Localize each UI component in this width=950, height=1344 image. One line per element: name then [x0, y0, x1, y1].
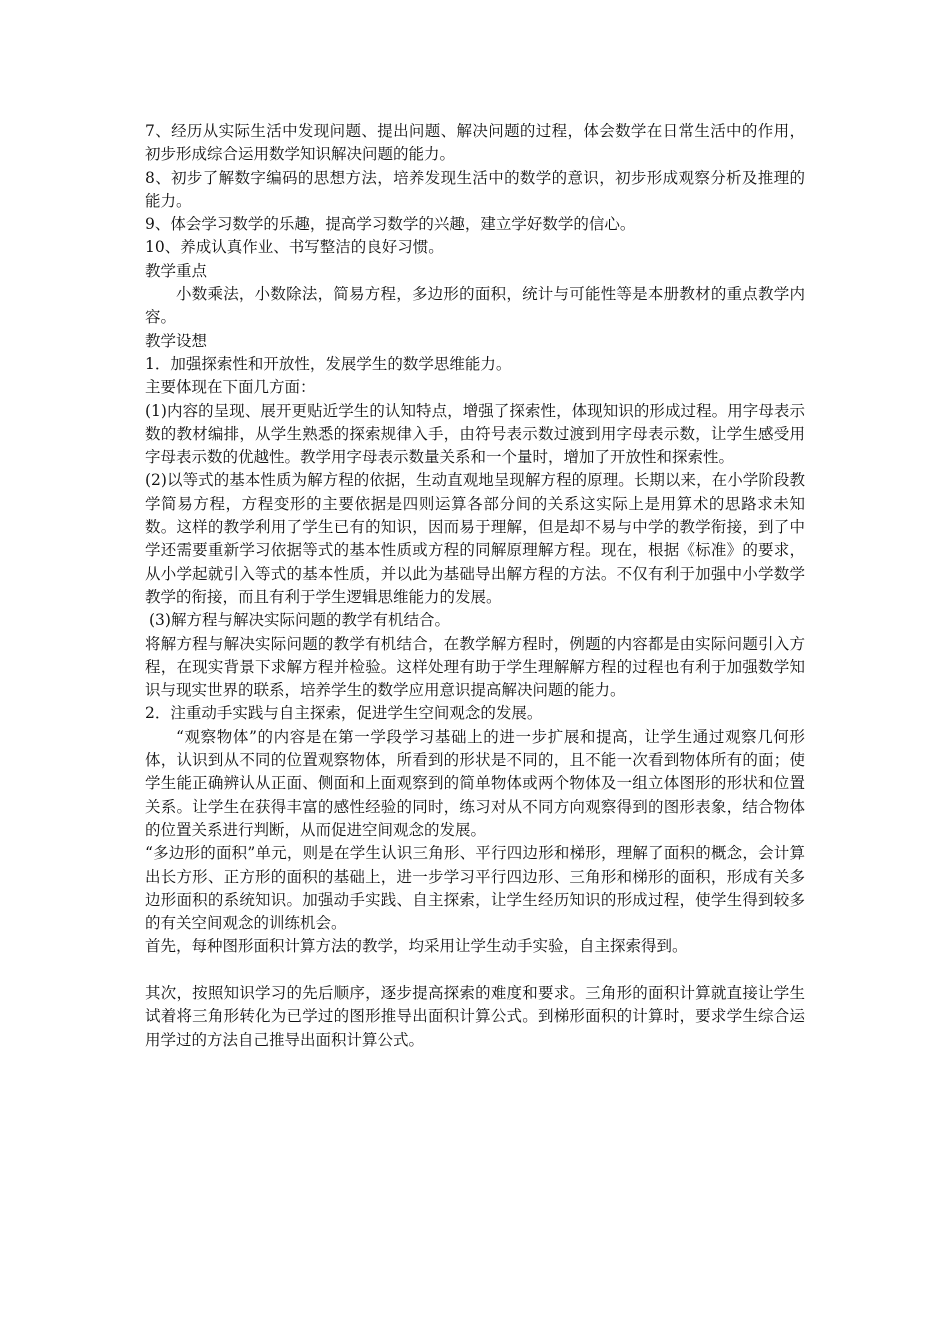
heading-teaching-focus: 教学重点	[145, 261, 208, 280]
idea-1-point-3-title: (3)解方程与解决实际问题的教学有机结合。	[149, 611, 450, 630]
idea-1-point-3-text: 将解方程与解决实际问题的教学有机结合，在教学解方程时，例题的内容都是由实际问题引入方程，在现实背景下求解方程并检验。这样处理有助于学生理解解方程的过程也有利于加强数学知识与现实世界的联系，培养学生的数学应用意识提高解决问题的能力。	[145, 634, 805, 700]
idea-1-intro: 主要体现在下面几方面：	[145, 378, 316, 397]
idea-2-title: 2．注重动手实践与自主探索，促进学生空间观念的发展。	[145, 704, 543, 723]
observing-objects-text: “观察物体”的内容是在第一学段学习基础上的进一步扩展和提高，让学生通过观察几何形体，认识到从不同的位置观察物体，所看到的形状是不同的，且不能一次看到物体所有的面；使学生能正确辨认从正面、侧面和上面观察到的简单物体或两个物体及一组立体图形的形状和位置关系。让学生在获得丰富的感性经验的同时，练习对从不同方向观察得到的图形表象，结合物体的位置关系进行判断，从而促进空间观念的发展。	[145, 727, 805, 839]
blank-line	[145, 959, 805, 982]
objective-8: 8、初步了解数字编码的思想方法，培养发现生活中的数学的意识，初步形成观察分析及推理的能力。	[145, 168, 805, 210]
idea-1-point-1: (1)内容的呈现、展开更贴近学生的认知特点，增强了探索性，体现知识的形成过程。用字母表示数的教材编排，从学生熟悉的探索规律入手，由符号表示数过渡到用字母表示数，让学生感受用字母表示数的优越性。教学用字母表示数量关系和一个量时，增加了开放性和探索性。	[145, 401, 805, 467]
heading-teaching-ideas: 教学设想	[145, 331, 208, 350]
idea-1-point-2: (2)以等式的基本性质为解方程的依据，生动直观地呈现解方程的原理。长期以来，在小学阶段教学简易方程，方程变形的主要依据是四则运算各部分间的关系这实际上是用算术的思路求未知数。这样的教学利用了学生已有的知识，因而易于理解，但是却不易与中学的教学衔接，到了中学还需要重新学习依据等式的基本性质或方程的同解原理解方程。现在，根据《标准》的要求，从小学起就引入等式的基本性质，并以此为基础导出解方程的方法。不仅有利于加强中小学数学教学的衔接，而且有利于学生逻辑思维能力的发展。	[145, 471, 805, 606]
document-page	[145, 120, 805, 1052]
idea-1-title: 1．加强探索性和开放性，发展学生的数学思维能力。	[145, 354, 512, 373]
objective-7: 7、经历从实际生活中发现问题、提出问题、解决问题的过程，体会数学在日常生活中的作用，初步形成综合运用数学知识解决问题的能力。	[145, 122, 805, 164]
polygon-area-text: “多边形的面积”单元，则是在学生认识三角形、平行四边形和梯形，理解了面积的概念，会计算出长方形、正方形的面积的基础上，进一步学习平行四边形、三角形和梯形的面积，形成有关多边形面积的系统知识。加强动手实践、自主探索，让学生经历知识的形成过程，使学生得到较多的有关空间观念的训练机会。	[145, 844, 805, 933]
teaching-focus-text: 小数乘法，小数除法，简易方程，多边形的面积，统计与可能性等是本册教材的重点教学内容。	[145, 285, 805, 327]
first-point-text: 首先，每种图形面积计算方法的教学，均采用让学生动手实验，自主探索得到。	[145, 937, 688, 956]
second-point-text: 其次，按照知识学习的先后顺序，逐步提高探索的难度和要求。三角形的面积计算就直接让学生试着将三角形转化为已学过的图形推导出面积计算公式。到梯形面积的计算时，要求学生综合运用学过的方法自己推导出面积计算公式。	[145, 983, 805, 1049]
objective-9: 9、体会学习数学的乐趣，提高学习数学的兴趣，建立学好数学的信心。	[145, 215, 636, 234]
objective-10: 10、养成认真作业、书写整洁的良好习惯。	[145, 238, 444, 257]
